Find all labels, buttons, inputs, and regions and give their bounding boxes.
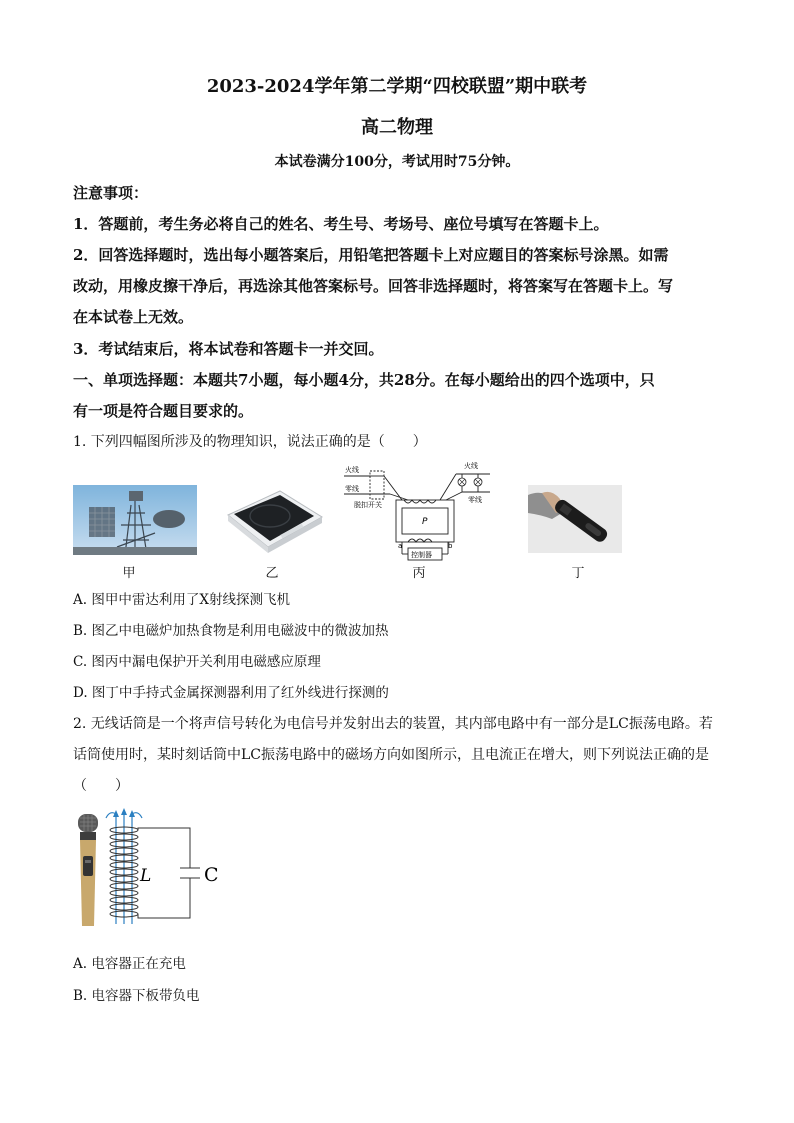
- q2-option-a[interactable]: A. 电容器正在充电: [73, 956, 186, 972]
- q2-option-b[interactable]: B. 电容器下板带负电: [73, 988, 200, 1004]
- inductor-label: L: [140, 866, 152, 886]
- induction-cooker-photo: [222, 485, 326, 553]
- q2-stem-line-2: 话筒使用时，某时刻话筒中LC振荡电路中的磁场方向如图所示，且电流正在增大，则下列说法正确的是: [73, 747, 710, 763]
- section-1-heading-line-2: 有一项是符合题目要求的。: [73, 402, 254, 420]
- notice-item-2-line-2: 改动，用橡皮擦干净后，再选涂其他答案标号。回答非选择题时，将答案写在答题卡上。写: [73, 277, 674, 295]
- notice-item-3: 3．考试结束后，将本试卷和答题卡一并交回。: [73, 340, 384, 358]
- diagram-label-live-2: 火线: [464, 462, 478, 470]
- radar-photo: [73, 485, 197, 555]
- diagram-label-p: P: [422, 517, 428, 527]
- caption-jia: 甲: [122, 566, 136, 581]
- caption-ding: 丁: [571, 566, 585, 581]
- diagram-label-neutral-2: 零线: [468, 496, 482, 504]
- capacitor-label: C: [204, 864, 219, 886]
- notice-item-2-line-3: 在本试卷上无效。: [73, 308, 194, 326]
- q1-option-c[interactable]: C. 图丙中漏电保护开关利用电磁感应原理: [73, 654, 321, 670]
- notice-heading: 注意事项：: [73, 184, 149, 202]
- caption-yi: 乙: [265, 566, 279, 581]
- section-1-heading-line-1: 一、单项选择题：本题共7小题，每小题4分，共28分。在每小题给出的四个选项中，只: [73, 371, 655, 389]
- notice-item-2-line-1: 2．回答选择题时，选出每小题答案后，用铅笔把答题卡上对应题目的答案标号涂黑。如需: [73, 246, 669, 264]
- q1-option-d[interactable]: D. 图丁中手持式金属探测器利用了红外线进行探测的: [73, 685, 389, 701]
- diagram-label-neutral: 零线: [345, 485, 359, 493]
- diagram-label-live: 火线: [345, 466, 359, 474]
- notice-item-1: 1．答题前，考生务必将自己的姓名、考生号、考场号、座位号填写在答题卡上。: [73, 215, 609, 233]
- exam-title: 2023-2024学年第二学期“四校联盟”期中联考: [206, 76, 588, 97]
- q1-stem: 1. 下列四幅图所涉及的物理知识，说法正确的是（ ）: [73, 434, 427, 450]
- q1-option-b[interactable]: B. 图乙中电磁炉加热食物是利用电磁波中的微波加热: [73, 623, 389, 639]
- diagram-label-b: b: [448, 542, 453, 550]
- page-subject: 高二物理: [361, 117, 433, 138]
- diagram-label-a: a: [398, 542, 403, 550]
- microphone-lc-circuit: [74, 808, 224, 932]
- caption-bing: 丙: [412, 566, 426, 581]
- diagram-label-controller: 控制器: [411, 551, 432, 559]
- diagram-label-trip-switch: 脱扣开关: [354, 501, 382, 509]
- metal-detector-photo: [528, 485, 622, 553]
- q2-stem-line-3: （ ）: [73, 778, 129, 794]
- exam-info: 本试卷满分100分，考试用时75分钟。: [274, 154, 520, 170]
- q1-option-a[interactable]: A. 图甲中雷达利用了X射线探测飞机: [73, 592, 290, 608]
- leakage-switch-diagram: [344, 460, 490, 562]
- q2-stem-line-1: 2. 无线话筒是一个将声信号转化为电信号并发射出去的装置，其内部电路中有一部分是LC振荡电路。若: [73, 716, 713, 732]
